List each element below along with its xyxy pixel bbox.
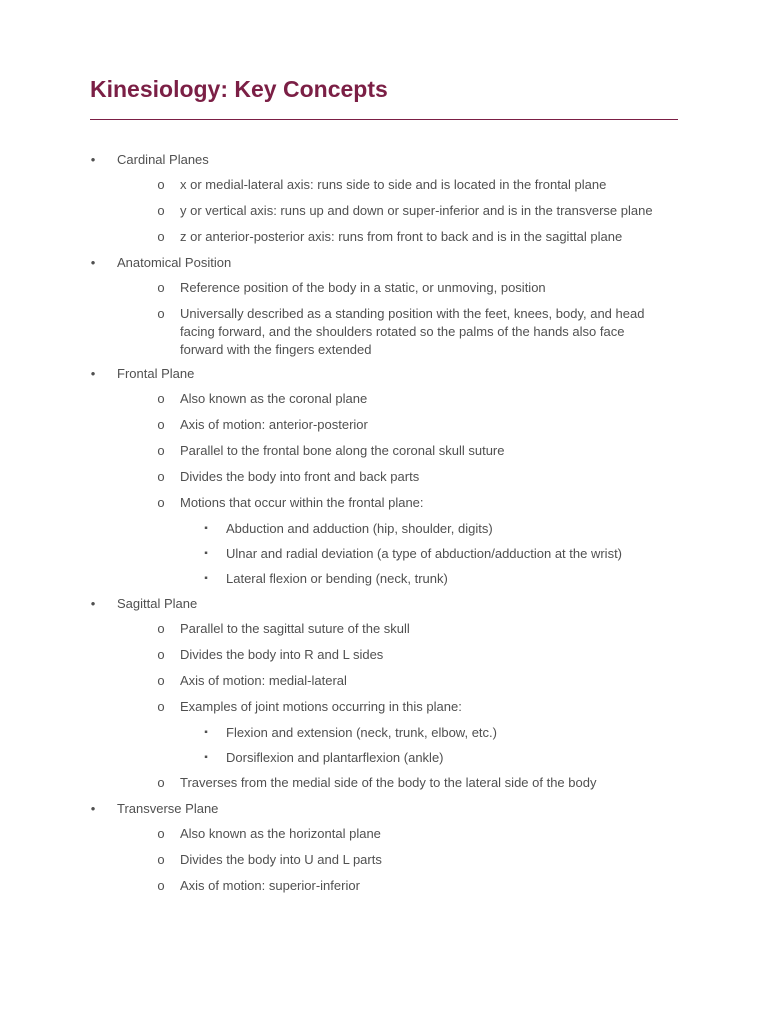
outline-subitem: [0, 390, 768, 416]
bullet-marker: •: [90, 596, 96, 611]
circle-marker: o: [157, 775, 165, 790]
outline-subitem: [0, 851, 768, 877]
section-heading: Sagittal Plane: [117, 596, 198, 611]
circle-marker: o: [157, 878, 165, 893]
circle-marker: o: [157, 203, 165, 218]
outline-item-transverse-plane: [0, 800, 768, 825]
circle-marker: o: [157, 229, 165, 244]
subitem-text: y or vertical axis: runs up and down or super-inferior and is in the transverse plane: [180, 203, 653, 218]
bullet-marker: •: [90, 801, 96, 816]
outline-item-frontal-plane: [0, 365, 768, 390]
outline-subitem: [0, 825, 768, 851]
concept-outline: [0, 151, 768, 903]
outline-subitem: [0, 646, 768, 672]
circle-marker: o: [157, 852, 165, 867]
outline-subitem: [0, 416, 768, 442]
subitem-text: Divides the body into U and L parts: [180, 852, 382, 867]
section-heading: Cardinal Planes: [117, 152, 209, 167]
bullet-marker: •: [90, 152, 96, 167]
outline-item-anatomical-position: [0, 254, 768, 279]
nested-item-text: Abduction and adduction (hip, shoulder, digits): [226, 521, 493, 536]
outline-nested-item: [0, 570, 768, 595]
circle-marker: o: [157, 621, 165, 636]
circle-marker: o: [157, 391, 165, 406]
subitem-text: x or medial-lateral axis: runs side to side and is located in the frontal plane: [180, 177, 607, 192]
subitem-text: Axis of motion: medial-lateral: [180, 673, 347, 688]
square-marker: ▪: [204, 523, 208, 534]
circle-marker: o: [157, 495, 165, 510]
subitem-text: Parallel to the sagittal suture of the skull: [180, 621, 410, 636]
section-heading: Transverse Plane: [117, 801, 219, 816]
nested-item-text: Flexion and extension (neck, trunk, elbow, etc.): [226, 725, 497, 740]
subitem-text: Divides the body into front and back parts: [180, 469, 420, 484]
circle-marker: o: [157, 177, 165, 192]
section-heading: Frontal Plane: [117, 366, 195, 381]
circle-marker: o: [157, 417, 165, 432]
outline-item-cardinal-planes: [0, 151, 768, 176]
outline-subitem: [0, 877, 768, 903]
outline-subitem: [0, 620, 768, 646]
nested-item-text: Ulnar and radial deviation (a type of abduction/adduction at the wrist): [226, 546, 623, 561]
subitem-text: Traverses from the medial side of the body to the lateral side of the body: [180, 775, 597, 790]
nested-item-text: Dorsiflexion and plantarflexion (ankle): [226, 750, 444, 765]
subitem-text: Also known as the horizontal plane: [180, 826, 381, 841]
circle-marker: o: [157, 673, 165, 688]
outline-subitem: [0, 228, 768, 254]
square-marker: ▪: [204, 727, 208, 738]
circle-marker: o: [157, 647, 165, 662]
nested-item-text: Lateral flexion or bending (neck, trunk): [226, 571, 448, 586]
outline-nested-item: [0, 545, 768, 570]
outline-subitem: [0, 176, 768, 202]
title-divider: [90, 119, 678, 120]
square-marker: ▪: [204, 573, 208, 584]
subitem-text: Axis of motion: anterior-posterior: [180, 417, 368, 432]
subitem-text: Divides the body into R and L sides: [180, 647, 384, 662]
outline-subitem: [0, 442, 768, 468]
circle-marker: o: [157, 280, 165, 295]
outline-subitem: [0, 468, 768, 494]
subitem-text: Also known as the coronal plane: [180, 391, 368, 406]
outline-nested-item: [0, 749, 768, 774]
outline-subitem: [0, 672, 768, 698]
outline-subitem: [0, 774, 768, 800]
circle-marker: o: [157, 443, 165, 458]
outline-item-sagittal-plane: [0, 595, 768, 620]
subitem-text: z or anterior-posterior axis: runs from front to back and is in the sagittal plane: [180, 229, 623, 244]
square-marker: ▪: [204, 548, 208, 559]
bullet-marker: •: [90, 366, 96, 381]
subitem-text: Motions that occur within the frontal plane:: [180, 495, 424, 510]
outline-nested-item: [0, 520, 768, 545]
bullet-marker: •: [90, 255, 96, 270]
outline-subitem: [0, 698, 768, 724]
outline-subitem: [0, 494, 768, 520]
outline-nested-item: [0, 724, 768, 749]
outline-subitem: [0, 279, 768, 305]
circle-marker: o: [157, 306, 165, 321]
square-marker: ▪: [204, 752, 208, 763]
subitem-text: Reference position of the body in a static, or unmoving, position: [180, 280, 546, 295]
circle-marker: o: [157, 699, 165, 714]
subitem-text: Examples of joint motions occurring in this plane:: [180, 699, 462, 714]
circle-marker: o: [157, 826, 165, 841]
circle-marker: o: [157, 469, 165, 484]
document-title: Kinesiology: Key Concepts: [90, 76, 388, 102]
outline-subitem: [0, 305, 768, 365]
section-heading: Anatomical Position: [117, 255, 232, 270]
subitem-text: Parallel to the frontal bone along the coronal skull suture: [180, 443, 505, 458]
subitem-text: Universally described as a standing position with the feet, knees, body, and head facing forward, and the shoulders rotated so the palms of the hands also face forward with the fingers extended: [180, 306, 645, 357]
subitem-text: Axis of motion: superior-inferior: [180, 878, 360, 893]
outline-subitem: [0, 202, 768, 228]
